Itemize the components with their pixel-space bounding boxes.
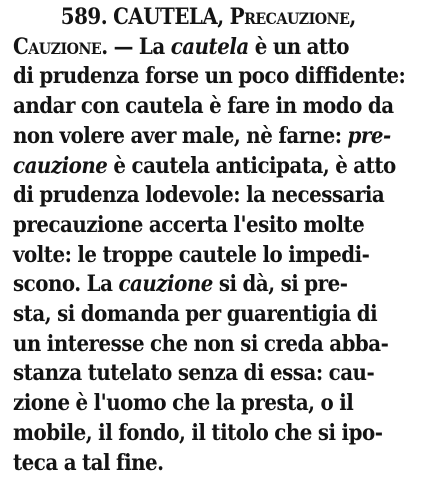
entry-headword: CAUTELA [113, 4, 218, 30]
term-precauzione-part2: cauzione [13, 152, 108, 179]
dictionary-entry [13, 3, 431, 478]
term-cautela: cautela [170, 33, 249, 60]
term-precauzione-part1: pre- [347, 122, 391, 149]
term-cauzione: cauzione [118, 271, 213, 298]
entry-line-4: andar con cautela è fare in modo da [13, 93, 394, 120]
entry-line-15: mobile, il fondo, il titolo che si ipo- [13, 419, 383, 446]
entry-line-16: teca a tal fine. [13, 449, 164, 476]
synonym-cauzione: Cauzione [13, 33, 102, 60]
entry-line-9: volte: le troppe cautele lo impedi- [13, 241, 370, 268]
entry-line-2: Cauzione. — La cautela è un atto [13, 33, 350, 60]
entry-number: 589. [60, 4, 114, 30]
entry-line-13: stanza tutelato senza di essa: cau- [13, 360, 375, 387]
entry-line-8: precauzione accerta l'esito molte [13, 211, 365, 238]
entry-line-12: un interesse che non si creda abba- [13, 330, 389, 357]
entry-line-10: scono. La cauzione si dà, si pre- [13, 271, 348, 298]
entry-line-3: di prudenza forse un poco diffidente: [13, 63, 406, 90]
entry-line-7: di prudenza lodevole: la necessaria [13, 182, 385, 209]
entry-line-14: zione è l'uomo che la presta, o il [13, 390, 354, 417]
synonym-precauzione: Precauzione [229, 4, 350, 30]
entry-line-6: cauzione è cautela anticipata, è atto [13, 152, 396, 179]
entry-line-1: 589. CAUTELA, Precauzione, [60, 4, 356, 30]
entry-line-5: non volere aver male, nè farne: pre- [13, 122, 391, 149]
entry-line-11: sta, si domanda per guarentigia di [13, 301, 378, 328]
